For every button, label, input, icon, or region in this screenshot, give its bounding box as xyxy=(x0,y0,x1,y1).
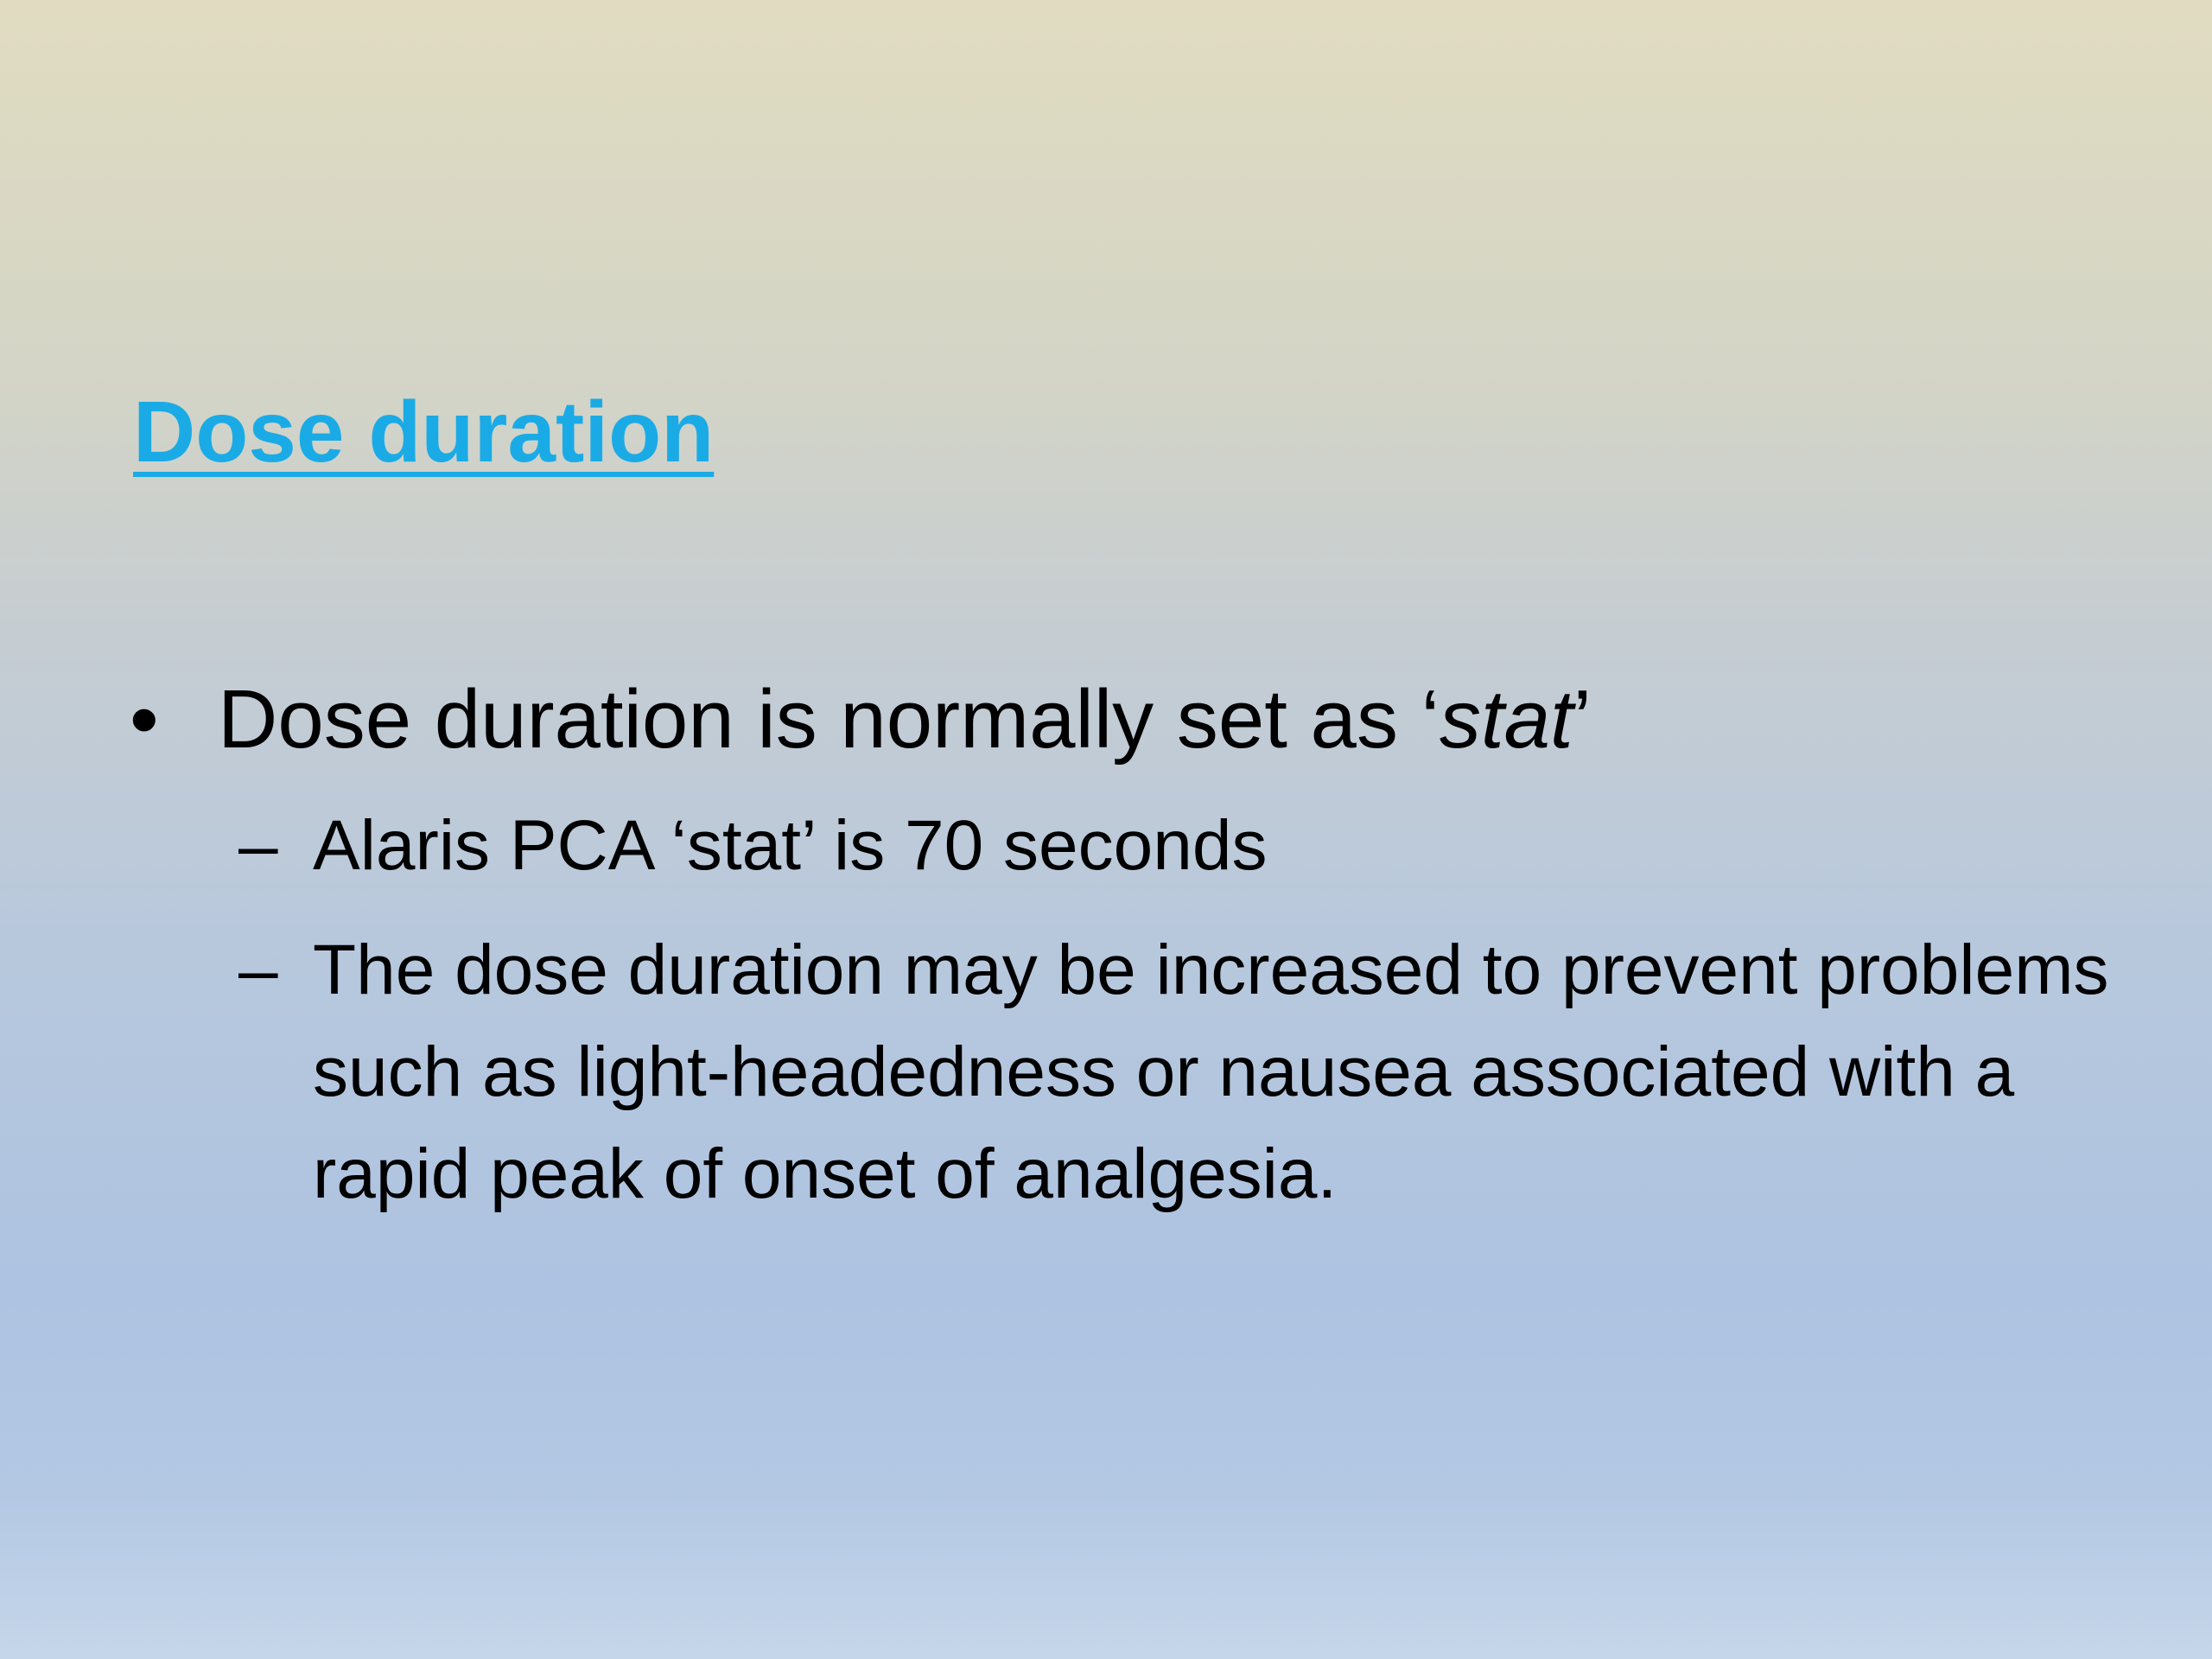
sub-bullet-item xyxy=(130,795,2117,897)
sub-bullet-text: Alaris PCA ‘stat’ is 70 seconds xyxy=(313,806,1268,885)
bullet-text-end: ’ xyxy=(1573,673,1592,766)
slide-title-link[interactable]: Dose duration xyxy=(133,384,715,480)
bullet-item xyxy=(130,665,2117,774)
dash-marker-icon: – xyxy=(238,931,278,1009)
sub-bullet-text: The dose duration may be increased to prevent problems such as light-headedness or nausea associated with a rapid peak of onset of analgesia. xyxy=(313,931,2109,1213)
dash-marker-icon: – xyxy=(238,806,278,885)
bullet-text-start: Dose duration is normally set as ‘ xyxy=(218,673,1440,766)
bullet-text-italic: stat xyxy=(1439,673,1573,766)
bullet-marker-icon: • xyxy=(130,673,159,766)
slide-body xyxy=(130,665,2117,1225)
sub-bullet-item xyxy=(130,919,2117,1225)
